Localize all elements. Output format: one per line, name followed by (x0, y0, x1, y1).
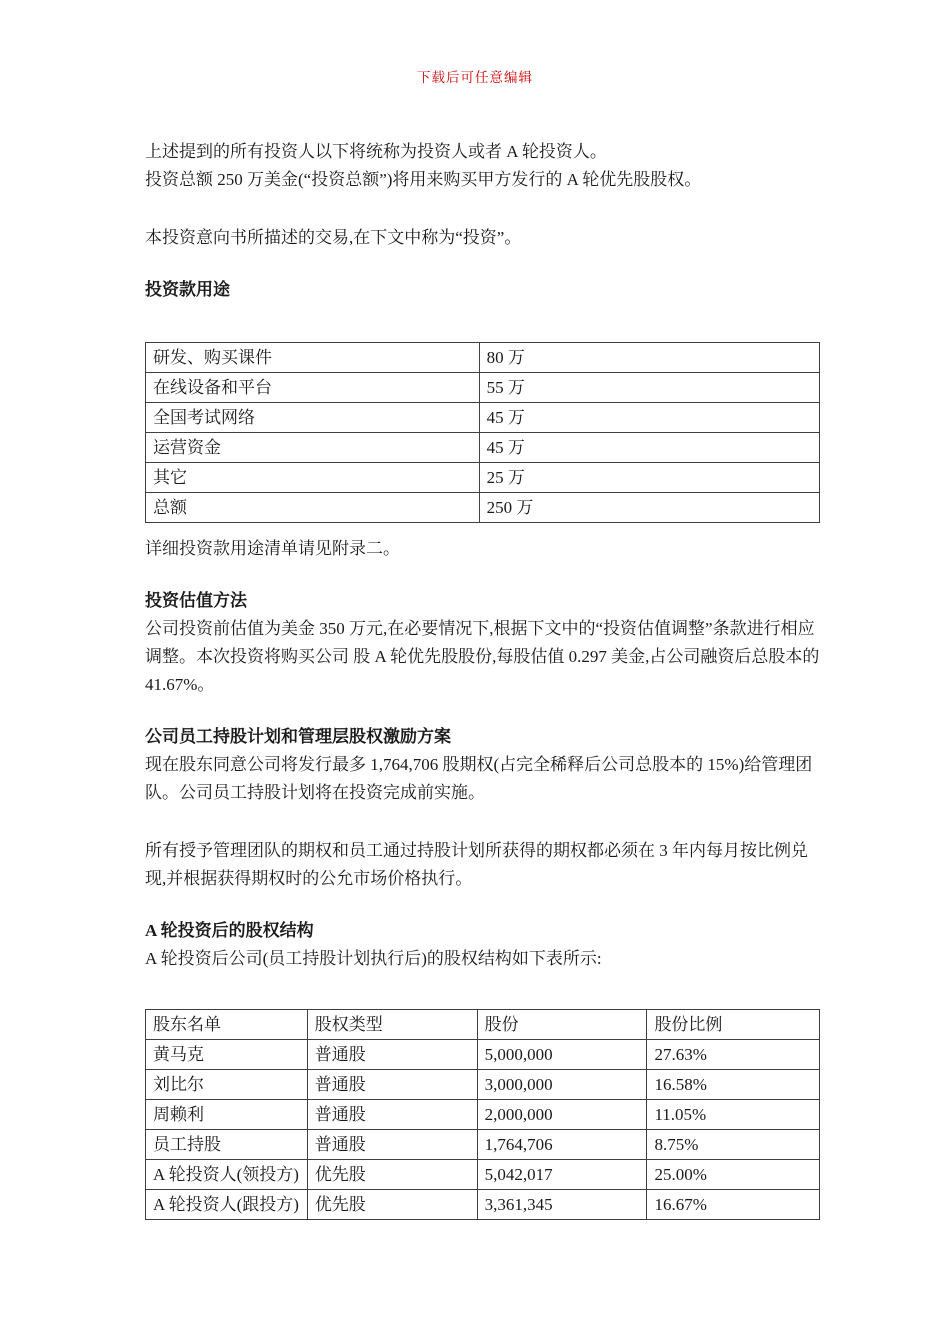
table-header-cell: 股份比例 (647, 1010, 820, 1040)
table-row (146, 1070, 820, 1100)
table-cell-amount: 25 万 (479, 463, 819, 493)
intro-paragraph (145, 138, 820, 194)
cap-table (145, 1009, 820, 1220)
table-header-cell: 股东名单 (146, 1010, 308, 1040)
cap-table-intro: A 轮投资后公司(员工持股计划执行后)的股权结构如下表所示: (145, 949, 602, 968)
intro-line-2: 投资总额 250 万美金(“投资总额”)将用来购买甲方发行的 A 轮优先股股权。 (145, 170, 702, 189)
table-cell-type: 普通股 (307, 1070, 477, 1100)
table-header-cell: 股份 (477, 1010, 647, 1040)
table-cell-item: 研发、购买课件 (146, 343, 480, 373)
table-header-row (146, 1010, 820, 1040)
table-row (146, 343, 820, 373)
table-cell-ratio: 11.05% (647, 1100, 820, 1130)
valuation-heading: 投资估值方法 (145, 591, 247, 610)
table-cell-shares: 3,000,000 (477, 1070, 647, 1100)
table-cell-amount: 80 万 (479, 343, 819, 373)
table-cell-type: 优先股 (307, 1160, 477, 1190)
table-cell-type: 优先股 (307, 1190, 477, 1220)
esop-heading: 公司员工持股计划和管理层股权激励方案 (145, 727, 451, 746)
table-cell-ratio: 8.75% (647, 1130, 820, 1160)
table-cell-type: 普通股 (307, 1130, 477, 1160)
table-cell-ratio: 25.00% (647, 1160, 820, 1190)
table-header-cell: 股权类型 (307, 1010, 477, 1040)
table-cell-shareholder: A 轮投资人(跟投方) (146, 1190, 308, 1220)
table-cell-ratio: 27.63% (647, 1040, 820, 1070)
table-row (146, 493, 820, 523)
deal-definition-paragraph: 本投资意向书所描述的交易,在下文中称为“投资”。 (145, 228, 522, 247)
table-cell-shares: 1,764,706 (477, 1130, 647, 1160)
table-cell-shareholder: 周赖利 (146, 1100, 308, 1130)
table-cell-amount: 55 万 (479, 373, 819, 403)
table-row (146, 1040, 820, 1070)
watermark-text: 下载后可任意编辑 (417, 70, 533, 85)
table-cell-shareholder: 刘比尔 (146, 1070, 308, 1100)
table-row (146, 1130, 820, 1160)
table-cell-amount: 45 万 (479, 403, 819, 433)
table-row (146, 1100, 820, 1130)
table-cell-shares: 2,000,000 (477, 1100, 647, 1130)
valuation-paragraph: 公司投资前估值为美金 350 万元,在必要情况下,根据下文中的“投资估值调整”条款进行相应调整。本次投资将购买公司 股 A 轮优先股股份,每股估值 0.297 美金,占公司融资后总股本的 41.67%。 (145, 619, 820, 694)
table-cell-shareholder: 黄马克 (146, 1040, 308, 1070)
use-of-funds-heading: 投资款用途 (145, 280, 230, 299)
table-cell-item: 其它 (146, 463, 480, 493)
table-cell-shares: 5,042,017 (477, 1160, 647, 1190)
table-cell-shareholder: 员工持股 (146, 1130, 308, 1160)
cap-table-heading: A 轮投资后的股权结构 (145, 921, 314, 940)
table-cell-item: 运营资金 (146, 433, 480, 463)
appendix-note: 详细投资款用途清单请见附录二。 (145, 539, 400, 558)
table-cell-ratio: 16.58% (647, 1070, 820, 1100)
table-row (146, 463, 820, 493)
table-cell-amount: 45 万 (479, 433, 819, 463)
intro-line-1: 上述提到的所有投资人以下将统称为投资人或者 A 轮投资人。 (145, 142, 607, 161)
table-cell-item: 总额 (146, 493, 480, 523)
table-cell-item: 在线设备和平台 (146, 373, 480, 403)
table-cell-shares: 5,000,000 (477, 1040, 647, 1070)
table-cell-ratio: 16.67% (647, 1190, 820, 1220)
table-cell-shareholder: A 轮投资人(领投方) (146, 1160, 308, 1190)
table-cell-shares: 3,361,345 (477, 1190, 647, 1220)
table-cell-amount: 250 万 (479, 493, 819, 523)
use-of-funds-table (145, 342, 820, 523)
table-row (146, 1190, 820, 1220)
table-cell-type: 普通股 (307, 1040, 477, 1070)
table-cell-item: 全国考试网络 (146, 403, 480, 433)
table-row (146, 373, 820, 403)
table-row (146, 403, 820, 433)
esop-paragraph: 现在股东同意公司将发行最多 1,764,706 股期权(占完全稀释后公司总股本的 15%)给管理团队。公司员工持股计划将在投资完成前实施。 (145, 755, 813, 802)
table-cell-type: 普通股 (307, 1100, 477, 1130)
table-row (146, 433, 820, 463)
esop-vesting-paragraph: 所有授予管理团队的期权和员工通过持股计划所获得的期权都必须在 3 年内每月按比例兑现,并根据获得期权时的公允市场价格执行。 (145, 841, 808, 888)
document-content (0, 86, 950, 1220)
table-row (146, 1160, 820, 1190)
